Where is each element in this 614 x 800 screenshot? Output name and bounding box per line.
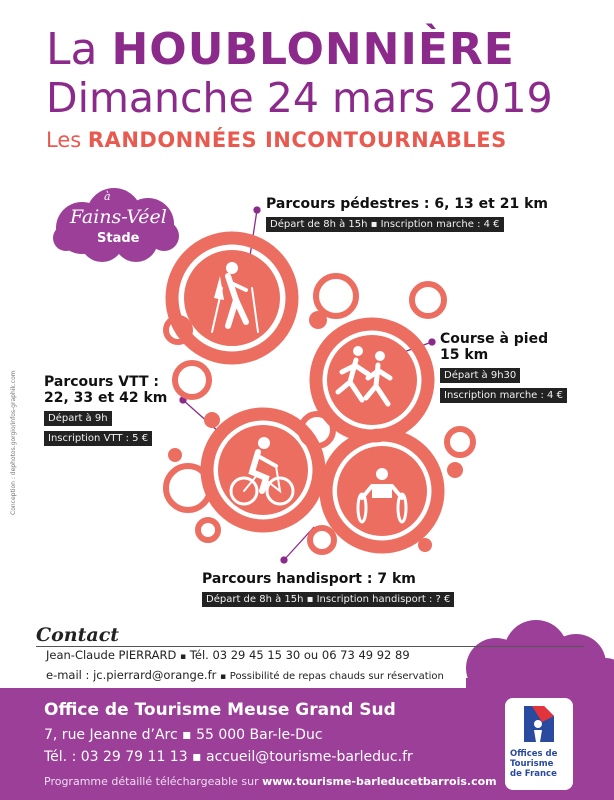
route-course-fee: Inscription marche : 4 € (440, 388, 567, 403)
route-course-start: Départ à 9h30 (440, 368, 520, 383)
otf-line2: Tourisme (510, 759, 554, 769)
route-handisport (202, 571, 454, 607)
office-name: Office de Tourisme Meuse Grand Sud (44, 700, 396, 720)
design-credit: Conception : dephotos.gorgio/infos-graphik.com (10, 370, 17, 515)
location-town: Fains-Véel (70, 206, 167, 228)
office-web-url[interactable]: www.tourisme-barleducetbarrois.com (262, 775, 497, 788)
subtitle-main: RANDONNÉES INCONTOURNABLES (87, 128, 507, 152)
route-vtt-fee: Inscription VTT : 5 € (44, 431, 152, 446)
route-vtt-title: Parcours VTT : (44, 374, 159, 390)
subtitle-prefix: Les (46, 128, 82, 152)
route-pedestre (266, 196, 548, 232)
route-handisport-info: Départ de 8h à 15h ▪ Inscription handisport : ? € (202, 592, 454, 607)
location-venue: Stade (97, 231, 140, 246)
office-contact-line: Tél. : 03 29 79 11 13 ▪ accueil@tourisme-barleduc.fr (44, 749, 413, 765)
otf-logo-icon (514, 702, 564, 746)
office-tel[interactable]: 03 29 79 11 13 (80, 749, 188, 765)
otf-line1: Offices de (510, 749, 558, 759)
title-prefix: La (46, 24, 98, 75)
office-address: 7, rue Jeanne d’Arc ▪ 55 000 Bar-le-Duc (44, 727, 323, 743)
route-pedestre-title: Parcours pédestres : 6, 13 et 21 km (266, 196, 548, 212)
contact-divider (36, 646, 584, 647)
route-course (440, 331, 567, 403)
route-course-distance: 15 km (440, 347, 489, 363)
route-vtt-distance: 22, 33 et 42 km (44, 390, 168, 406)
contact-title: Contact (36, 624, 120, 646)
contact-email[interactable]: jc.pierrard@orange.fr (93, 668, 217, 682)
contact-phone-line: Jean-Claude PIERRARD ▪ Tél. 03 29 45 15 30 ou 06 73 49 92 89 (46, 648, 410, 662)
route-vtt (44, 374, 167, 446)
contact-email-label: e-mail : (46, 668, 90, 682)
location-prefix: à (104, 190, 111, 203)
bubble-course (327, 335, 417, 425)
office-tel-label: Tél. : (44, 749, 77, 765)
contact-tel-label: Tél. (189, 648, 209, 662)
contact-email-line: e-mail : jc.pierrard@orange.fr ▪ Possibilité de repas chauds sur réservation (46, 668, 444, 682)
route-pedestre-info: Départ de 8h à 15h ▪ Inscription marche : 4 € (266, 217, 504, 232)
footer-cloud (456, 618, 614, 708)
title-main: HOUBLONNIÈRE (111, 24, 515, 75)
office-website-line (44, 775, 497, 788)
office-web-prefix: Programme détaillé téléchargeable sur (44, 775, 259, 788)
route-vtt-start: Départ à 9h (44, 411, 112, 426)
route-course-title: Course à pied (440, 331, 549, 347)
event-date: Dimanche 24 mars 2019 (46, 74, 553, 122)
contact-note: Possibilité de repas chauds sur réservation (229, 671, 444, 682)
office-email[interactable]: accueil@tourisme-barleduc.fr (206, 749, 413, 765)
otf-line3: de France (510, 769, 557, 779)
contact-name: Jean-Claude PIERRARD (46, 648, 177, 662)
otf-logo-text (510, 749, 557, 779)
contact-tel[interactable]: 03 29 45 15 30 ou 06 73 49 92 89 (212, 648, 410, 662)
route-handisport-title: Parcours handisport : 7 km (202, 571, 416, 587)
